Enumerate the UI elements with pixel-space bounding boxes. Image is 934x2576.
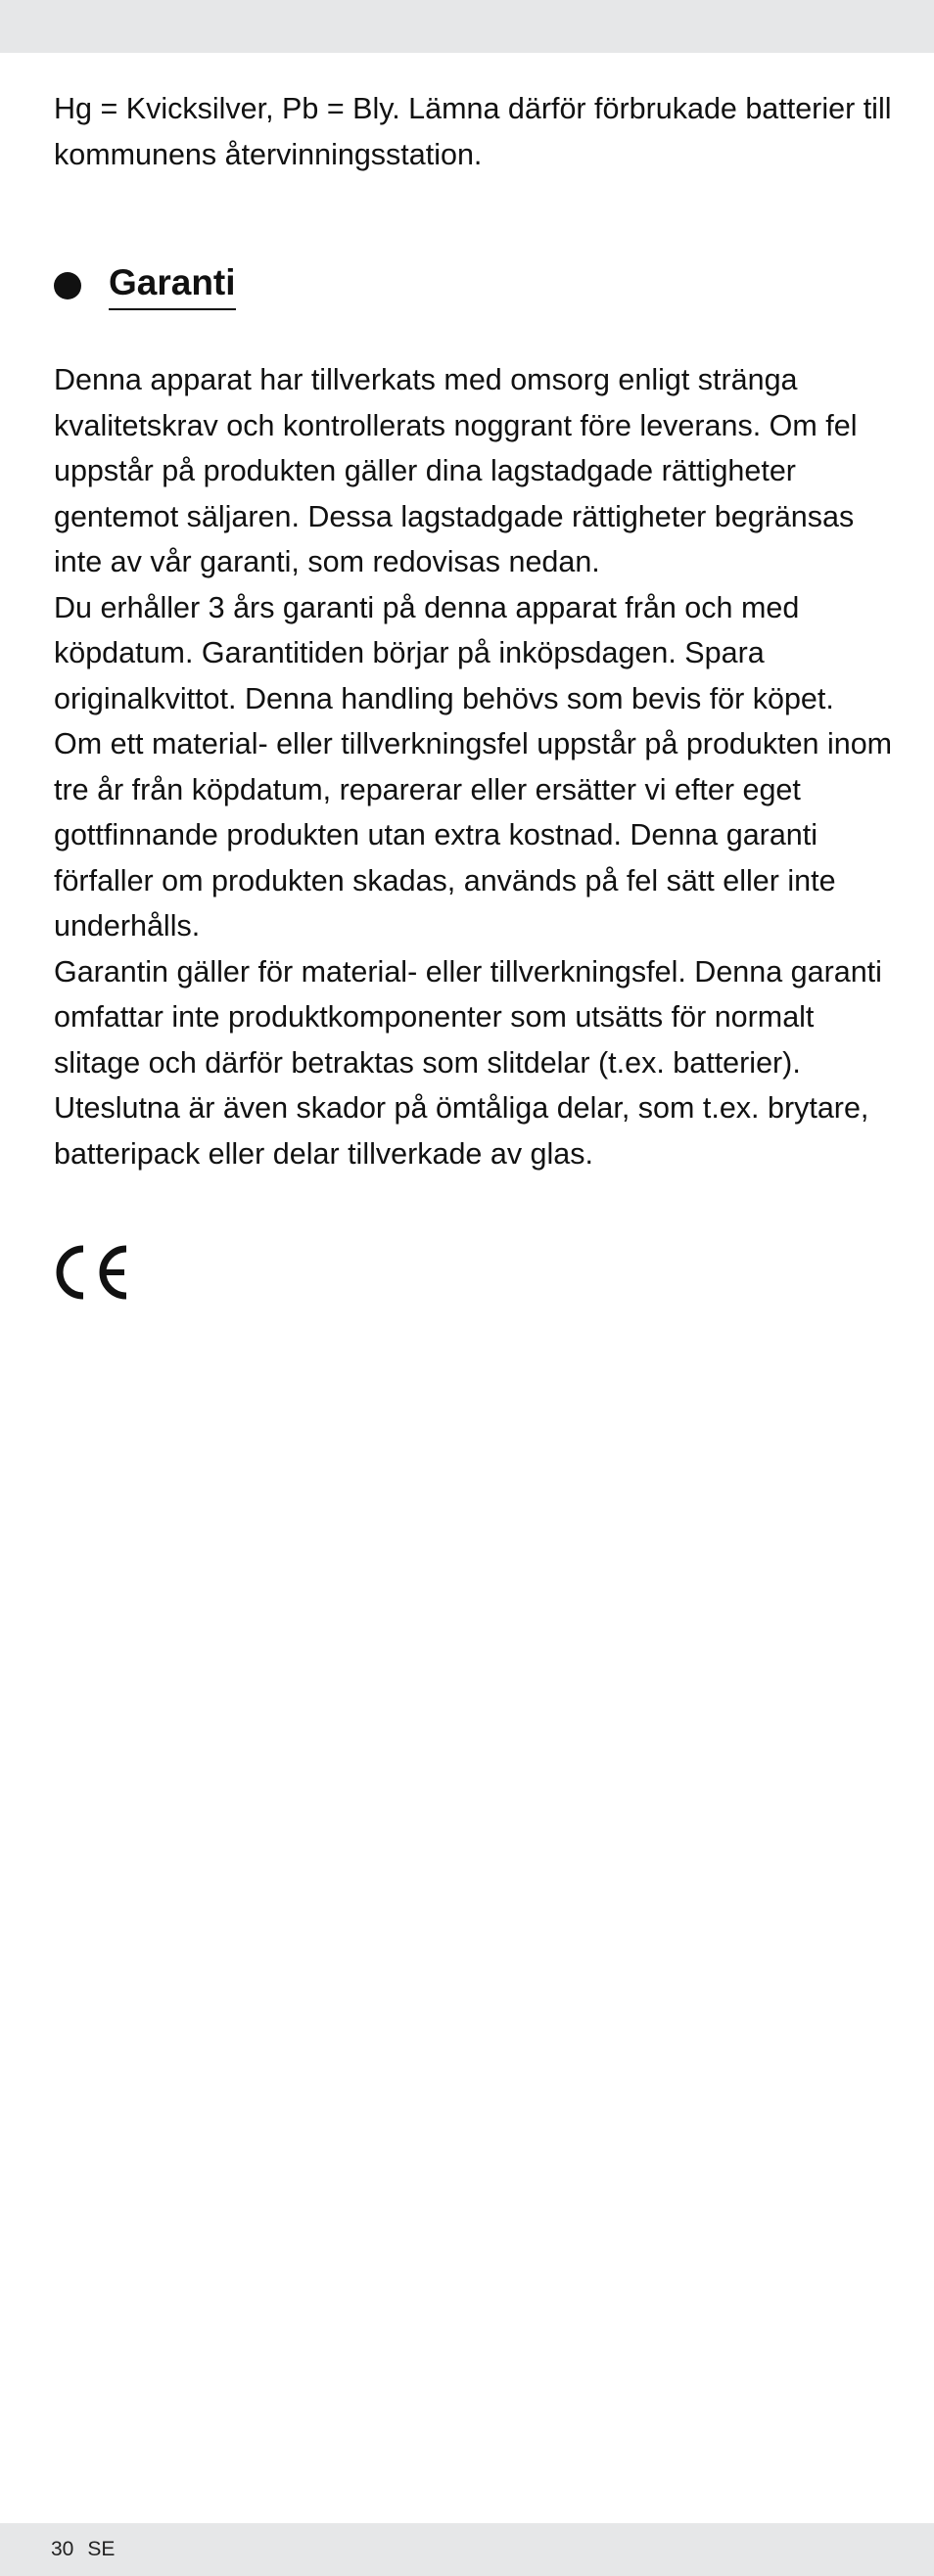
header-bar — [0, 0, 934, 53]
paragraph: Garantin gäller för material- eller tillverkningsfel. Denna garanti omfattar inte produktkomponenter som utsätts för normalt slitage och därför betraktas som slitdelar (t.ex. batterier). Uteslutna är även skador på ömtåliga delar, som t.ex. brytare, batteripack eller delar tillverkade av glas. — [54, 954, 882, 1171]
bullet-icon — [54, 272, 81, 299]
section-heading — [54, 256, 236, 315]
section-title: Garanti — [109, 261, 236, 310]
section-body — [54, 357, 896, 1176]
footer — [51, 2523, 115, 2576]
ce-mark-icon — [54, 1243, 132, 1302]
intro-paragraph: Hg = Kvicksilver, Pb = Bly. Lämna därför förbrukade batterier till kommunens återvinningsstation. — [54, 92, 892, 171]
paragraph: Denna apparat har tillverkats med omsorg enligt stränga kvalitetskrav och kontrollerats noggrant före leverans. Om fel uppstår på produkten gäller dina lagstadgade rättigheter gentemot säljaren. Dessa lagstadgade rättigheter begränsas inte av vår garanti, som redovisas nedan. — [54, 363, 858, 578]
paragraph: Om ett material- eller tillverkningsfel uppstår på produkten inom tre år från köpdatum, reparerar eller ersätter vi efter eget gottfinnande produkten utan extra kostnad. Denna garanti förfaller om produkten skadas, används på fel sätt eller inte underhålls. — [54, 727, 893, 943]
paragraph: Du erhåller 3 års garanti på denna apparat från och med köpdatum. Garantitiden börjar på inköpsdagen. Spara originalkvittot. Denna handling behövs som bevis för köpet. — [54, 590, 834, 715]
page-number: 30 — [51, 2538, 74, 2560]
language-code: SE — [87, 2538, 116, 2560]
footer-bar — [0, 2523, 934, 2576]
